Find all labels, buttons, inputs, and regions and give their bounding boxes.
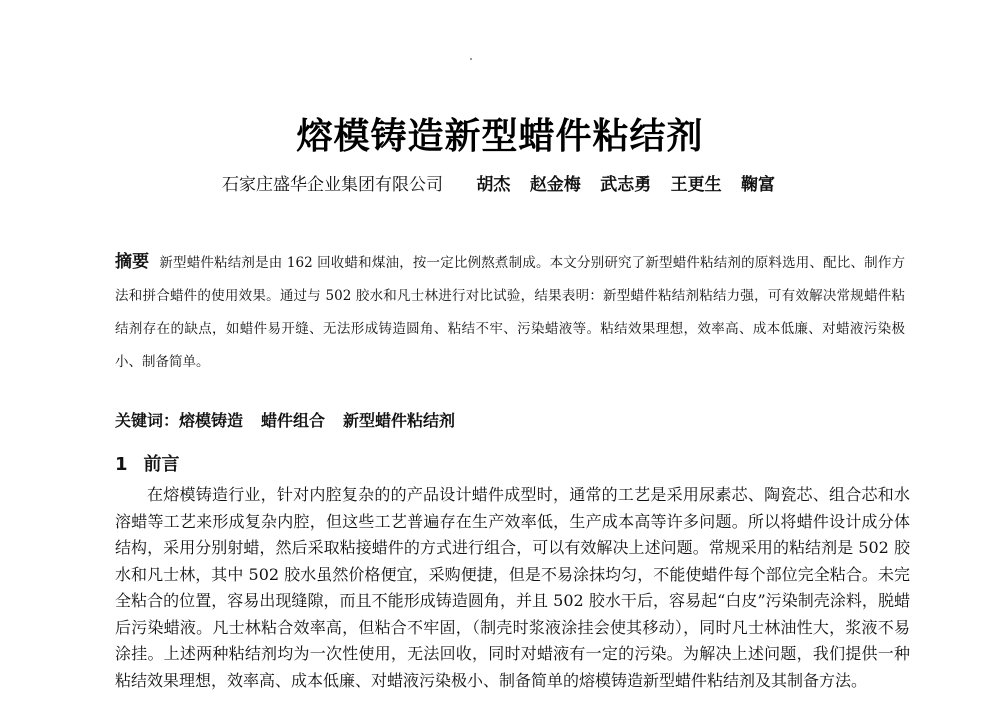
author-name: 王更生 (670, 175, 722, 195)
byline (222, 170, 789, 195)
author-name: 赵金梅 (529, 175, 581, 195)
abstract-label: 摘要 (115, 252, 150, 272)
keywords-label: 关键词： (115, 411, 180, 430)
author-name: 鞠富 (741, 175, 776, 195)
keyword: 新型蜡件粘结剂 (343, 411, 456, 430)
keywords (115, 408, 473, 431)
author-name: 武志勇 (600, 175, 652, 195)
keyword: 熔模铸造 (179, 411, 244, 430)
section-heading (115, 450, 180, 476)
organization: 石家庄盛华企业集团有限公司 (222, 175, 443, 195)
paper-title: 熔模铸造新型蜡件粘结剂 (296, 116, 704, 157)
keyword: 蜡件组合 (261, 411, 326, 430)
scan-speck (470, 58, 472, 60)
section-paragraph: 在熔模铸造行业，针对内腔复杂的的产品设计蜡件成型时，通常的工艺是采用尿素芯、陶瓷芯、组合芯和水溶蜡等工艺来形成复杂内腔，但这些工艺普遍存在生产效率低，生产成本高等许多问题。所以将蜡件设计成分体结构，采用分别射蜡，然后采取粘接蜡件的方式进行组合，可以有效解决上述问题。常规采用的粘结剂是 502 胶水和凡士林，其中 502 胶水虽然价格便宜，采购便捷，但是不易涂抹均匀，不能使蜡件每个部位完全粘合。未完全粘合的位置，容易出现缝隙，而且不能形成铸造圆角，并且 502 胶水干后，容易起“白皮”污染制壳涂料，脱蜡后污染蜡液。凡士林粘合效率高，但粘合不牢固，（制壳时浆液涂挂会使其移动），同时凡士林油性大，浆液不易涂挂。上述两种粘结剂均为一次性使用，无法回收，同时对蜡液有一定的污染。为解决上述问题，我们提供一种粘结效果理想，效率高、成本低廉、对蜡液污染极小、制备简单的熔模铸造新型蜡件粘结剂及其制备方法。 (115, 485, 910, 690)
section-title: 前言 (143, 454, 180, 475)
abstract (115, 246, 905, 379)
section-number: 1 (115, 454, 128, 475)
abstract-text: 新型蜡件粘结剂是由 162 回收蜡和煤油，按一定比例熬煮制成。本文分别研究了新型蜡件粘结剂的原料选用、配比、制作方法和拼合蜡件的使用效果。通过与 502 胶水和凡士林进行对比试验，结果表明：新型蜡件粘结剂粘结力强，可有效解决常规蜡件粘结剂存在的缺点，如蜡件易开缝、无法形成铸造圆角、粘结不牢、污染蜡液等。粘结效果理想，效率高、成本低廉、对蜡液污染极小、制备简单。 (115, 255, 905, 370)
author-name: 胡杰 (476, 175, 511, 195)
